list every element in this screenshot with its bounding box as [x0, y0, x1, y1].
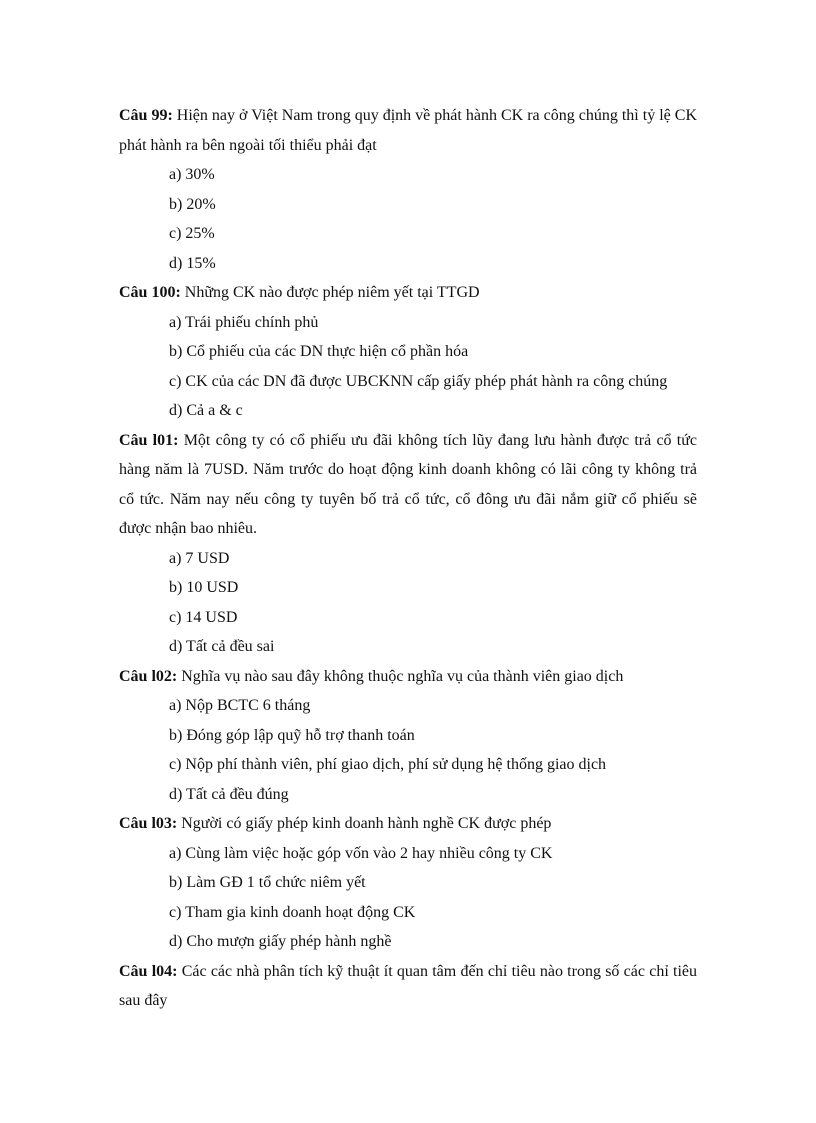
- answer-option: a) Trái phiếu chính phủ: [169, 313, 319, 331]
- answer-option: b) Cổ phiếu của các DN thực hiện cổ phần hóa: [169, 343, 469, 360]
- answer-option: d) 15%: [169, 254, 216, 272]
- answer-option: b) 10 USD: [169, 579, 239, 596]
- question-body: Người có giấy phép kinh doanh hành nghề CK được phép: [177, 815, 552, 832]
- question-body: Một công ty có cổ phiếu ưu đãi không tích lũy đang lưu hành được trả cổ tức hàng năm là 7USD. Năm trước do hoạt động kinh doanh không có lãi công ty không trả cổ tức. Năm nay nếu công ty tuyên bố trả cổ tức, cổ đông ưu đãi nắm giữ cổ phiếu sẽ được nhận bao nhiêu.: [119, 431, 698, 537]
- answer-option: a) Nộp BCTC 6 tháng: [169, 697, 311, 714]
- question-99: [119, 101, 697, 278]
- question-list: [119, 101, 697, 1016]
- answer-option: c) Nộp phí thành viên, phí giao dịch, phí sử dụng hệ thống giao dịch: [169, 756, 607, 773]
- answer-option: a) 7 USD: [169, 549, 230, 567]
- question-103: [119, 809, 697, 957]
- question-text: [119, 278, 697, 308]
- question-text: [119, 809, 697, 839]
- question-104: [119, 957, 697, 1016]
- question-body: Hiện nay ở Việt Nam trong quy định về phát hành CK ra công chúng thì tỷ lệ CK phát hành ra bên ngoài tối thiểu phải đạt: [119, 107, 698, 154]
- question-number: Câu 100:: [119, 284, 181, 301]
- answer-option: d) Tất cả đều đúng: [169, 785, 289, 803]
- answer-option: a) Cùng làm việc hoặc góp vốn vào 2 hay nhiều công ty CK: [169, 844, 553, 862]
- question-text: [119, 662, 697, 692]
- answer-option: a) 30%: [169, 166, 215, 183]
- question-text: [119, 426, 697, 544]
- answer-option: d) Cho mượn giấy phép hành nghề: [169, 933, 392, 950]
- answer-option: b) 20%: [169, 195, 216, 213]
- question-number: Câu l01:: [119, 431, 179, 449]
- question-100: [119, 278, 697, 426]
- question-text: [119, 101, 697, 160]
- question-body: Những CK nào được phép niêm yết tại TTGD: [180, 284, 480, 301]
- question-102: [119, 662, 697, 810]
- question-text: [119, 957, 697, 1016]
- answer-option: b) Đóng góp lập quỹ hỗ trợ thanh toán: [169, 726, 415, 744]
- answer-option: d) Cả a & c: [169, 402, 243, 419]
- question-101: [119, 426, 697, 662]
- question-body: Nghĩa vụ nào sau đây không thuộc nghĩa vụ của thành viên giao dịch: [177, 667, 624, 685]
- question-number: Câu 99:: [119, 107, 173, 124]
- answer-option: b) Làm GĐ 1 tổ chức niêm yết: [169, 874, 366, 891]
- question-body: Các các nhà phân tích kỹ thuật ít quan tâm đến chỉ tiêu nào trong số các chỉ tiêu sau đây: [119, 962, 697, 1009]
- question-number: Câu l02:: [119, 667, 178, 685]
- answer-option: c) 25%: [169, 225, 215, 242]
- answer-option: c) 14 USD: [169, 608, 238, 626]
- answer-option: c) CK của các DN đã được UBCKNN cấp giấy phép phát hành ra công chúng: [169, 372, 668, 390]
- answer-option: d) Tất cả đều sai: [169, 638, 275, 655]
- question-number: Câu l04:: [119, 962, 178, 980]
- question-number: Câu l03:: [119, 815, 178, 832]
- answer-option: c) Tham gia kinh doanh hoạt động CK: [169, 903, 416, 921]
